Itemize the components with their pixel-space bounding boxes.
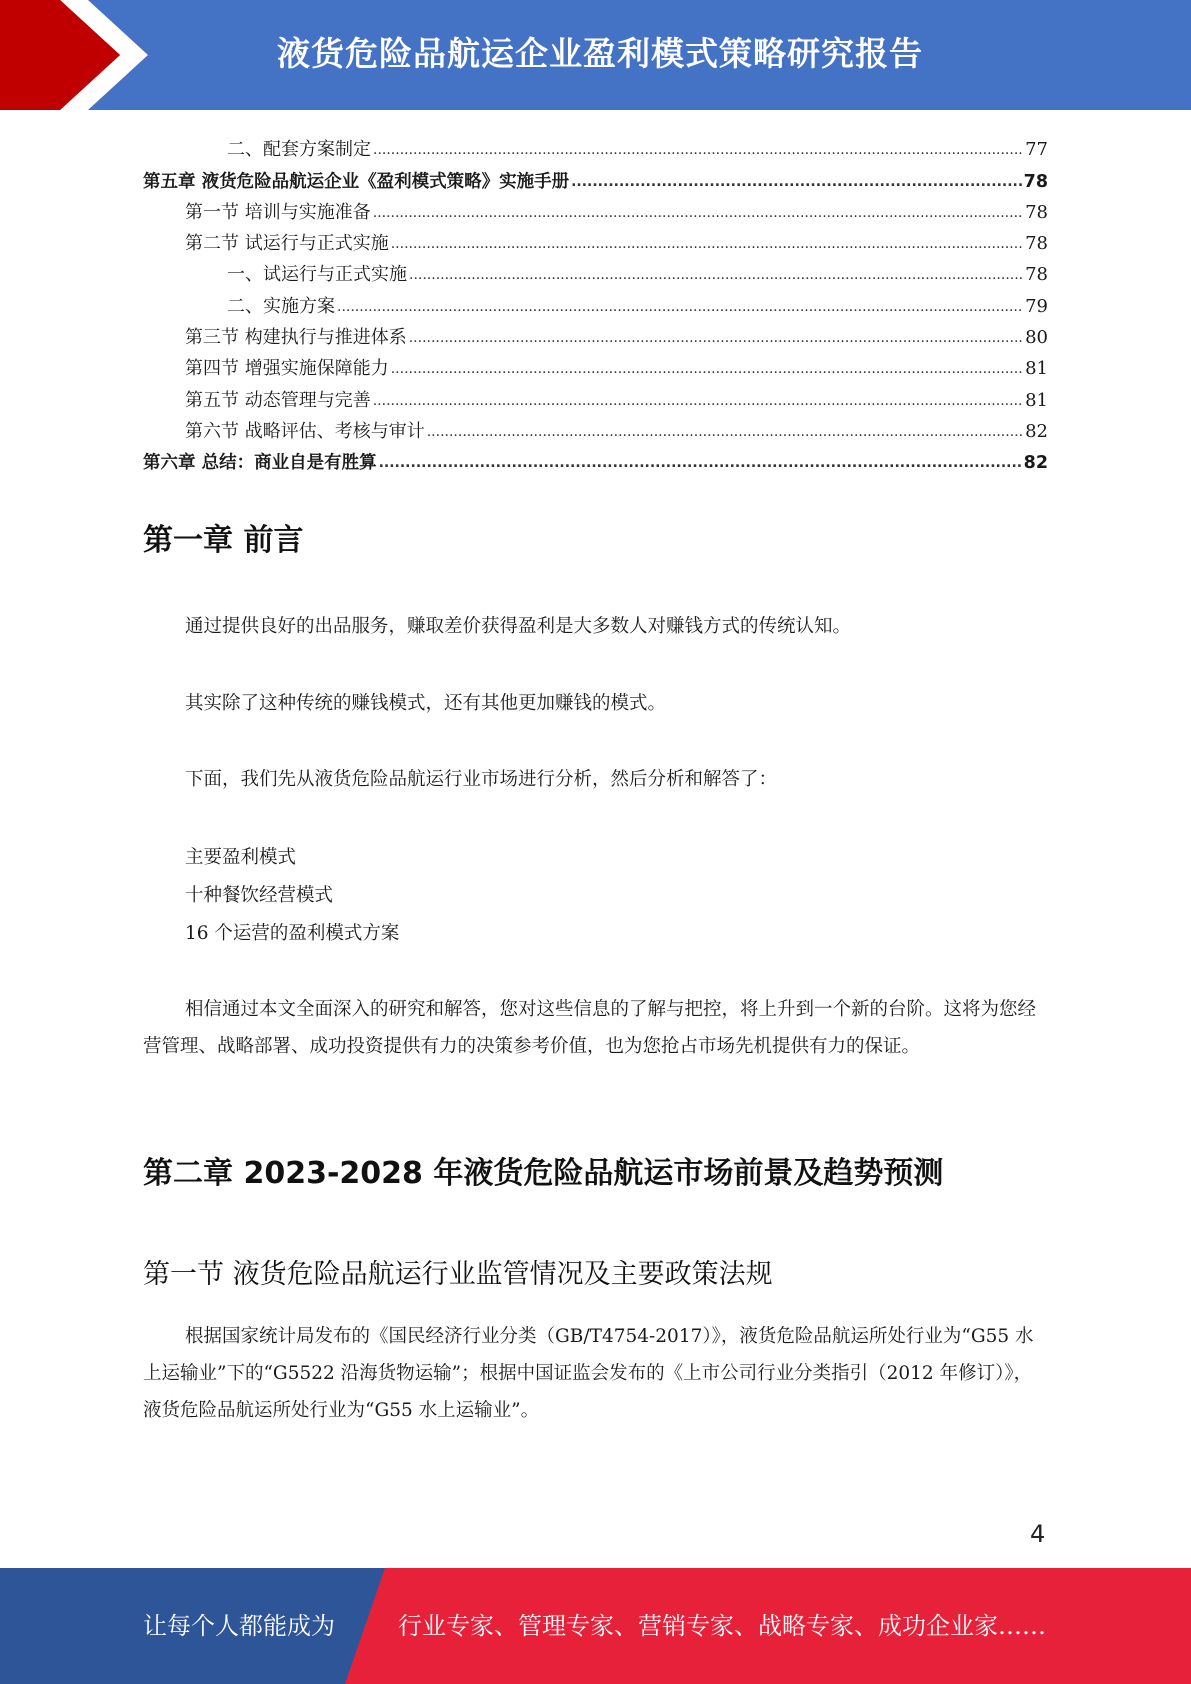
toc-entry-page: 81 [1025,389,1048,411]
toc-entry[interactable] [143,318,1048,349]
toc-leader-dots [391,357,1023,380]
table-of-contents [143,130,1048,474]
toc-entry-title: 第五章 液货危险品航运企业《盈利模式策略》实施手册 [143,171,570,192]
toc-entry[interactable] [143,412,1048,443]
toc-leader-dots [379,451,1022,474]
toc-entry[interactable] [143,130,1048,161]
header-arrow-decoration [0,0,150,110]
toc-entry[interactable] [143,255,1048,286]
footer-slogan-right: 行业专家、管理专家、营销专家、战略专家、成功企业家…… [398,1612,1046,1640]
toc-entry-title: 第五节 动态管理与完善 [185,389,371,411]
toc-entry-page: 81 [1025,358,1048,380]
page-footer [0,1568,1191,1684]
toc-entry-title: 第一节 培训与实施准备 [185,201,371,223]
toc-entry-title: 二、实施方案 [227,295,335,317]
toc-entry[interactable] [143,349,1048,380]
toc-entry-page: 78 [1025,201,1048,223]
toc-entry-page: 78 [1023,171,1048,192]
toc-entry[interactable] [143,161,1048,192]
toc-entry[interactable] [143,193,1048,224]
toc-entry-page: 82 [1025,420,1048,442]
chapter-1-paragraph-4: 相信通过本文全面深入的研究和解答，您对这些信息的了解与把控，将上升到一个新的台阶。这将为您经营管理、战略部署、成功投资提供有力的决策参考价值，也为您抢占市场先机提供有力的保证。 [143,999,1037,1057]
toc-leader-dots [409,326,1023,349]
toc-entry[interactable] [143,286,1048,317]
page-number: 4 [1030,1520,1046,1548]
toc-entry-title: 二、配套方案制定 [227,139,371,161]
toc-leader-dots [337,295,1023,318]
chapter-1-list-item: 16 个运营的盈利模式方案 [185,923,400,944]
chapter-1-list-item: 主要盈利模式 [185,847,297,868]
section-1-heading: 第一节 液货危险品航运行业监管情况及主要政策法规 [143,1259,773,1290]
toc-entry-page: 78 [1025,233,1048,255]
toc-leader-dots [373,389,1023,412]
page-header [0,0,1191,110]
footer-slogan-left: 让每个人都能成为 [143,1612,335,1640]
toc-leader-dots [409,263,1023,286]
toc-leader-dots [427,420,1023,443]
chapter-1-paragraph-3: 下面，我们先从液货危险品航运行业市场进行分析，然后分析和解答了： [185,769,778,790]
toc-leader-dots [391,232,1023,255]
toc-entry[interactable] [143,380,1048,411]
chapter-1-heading: 第一章 前言 [143,523,304,558]
header-title: 液货危险品航运企业盈利模式策略研究报告 [277,34,923,73]
toc-entry-page: 80 [1025,327,1048,349]
toc-entry[interactable] [143,443,1048,474]
toc-leader-dots [373,138,1023,161]
section-1-paragraph: 根据国家统计局发布的《国民经济行业分类（GB/T4754-2017）》，液货危险品航运所处行业为“G55 水上运输业”下的“G5522 沿海货物运输”；根据中国证监会发布的《上市公司行业分类指引（2012 年修订）》，液货危险品航运所处行业为“G55 水上运输业”。 [143,1326,1034,1421]
toc-entry-title: 第六节 战略评估、考核与审计 [185,420,425,442]
toc-entry-page: 78 [1025,264,1048,286]
toc-entry-title: 第二节 试运行与正式实施 [185,233,389,255]
chapter-1-list-item: 十种餐饮经营模式 [185,885,334,906]
chapter-2-heading: 第二章 2023-2028 年液货危险品航运市场前景及趋势预测 [143,1156,944,1191]
toc-entry-title: 第四节 增强实施保障能力 [185,358,389,380]
toc-entry[interactable] [143,224,1048,255]
chapter-1-paragraph-2: 其实除了这种传统的赚钱模式，还有其他更加赚钱的模式。 [185,693,667,714]
toc-leader-dots [373,201,1023,224]
toc-entry-page: 82 [1023,453,1048,474]
toc-leader-dots [571,170,1022,193]
toc-entry-page: 79 [1025,295,1048,317]
toc-entry-page: 77 [1025,139,1048,161]
chapter-1-paragraph-1: 通过提供良好的出品服务，赚取差价获得盈利是大多数人对赚钱方式的传统认知。 [185,616,852,637]
toc-entry-title: 一、试运行与正式实施 [227,264,407,286]
toc-entry-title: 第三节 构建执行与推进体系 [185,327,407,349]
toc-entry-title: 第六章 总结：商业自是有胜算 [143,453,377,474]
